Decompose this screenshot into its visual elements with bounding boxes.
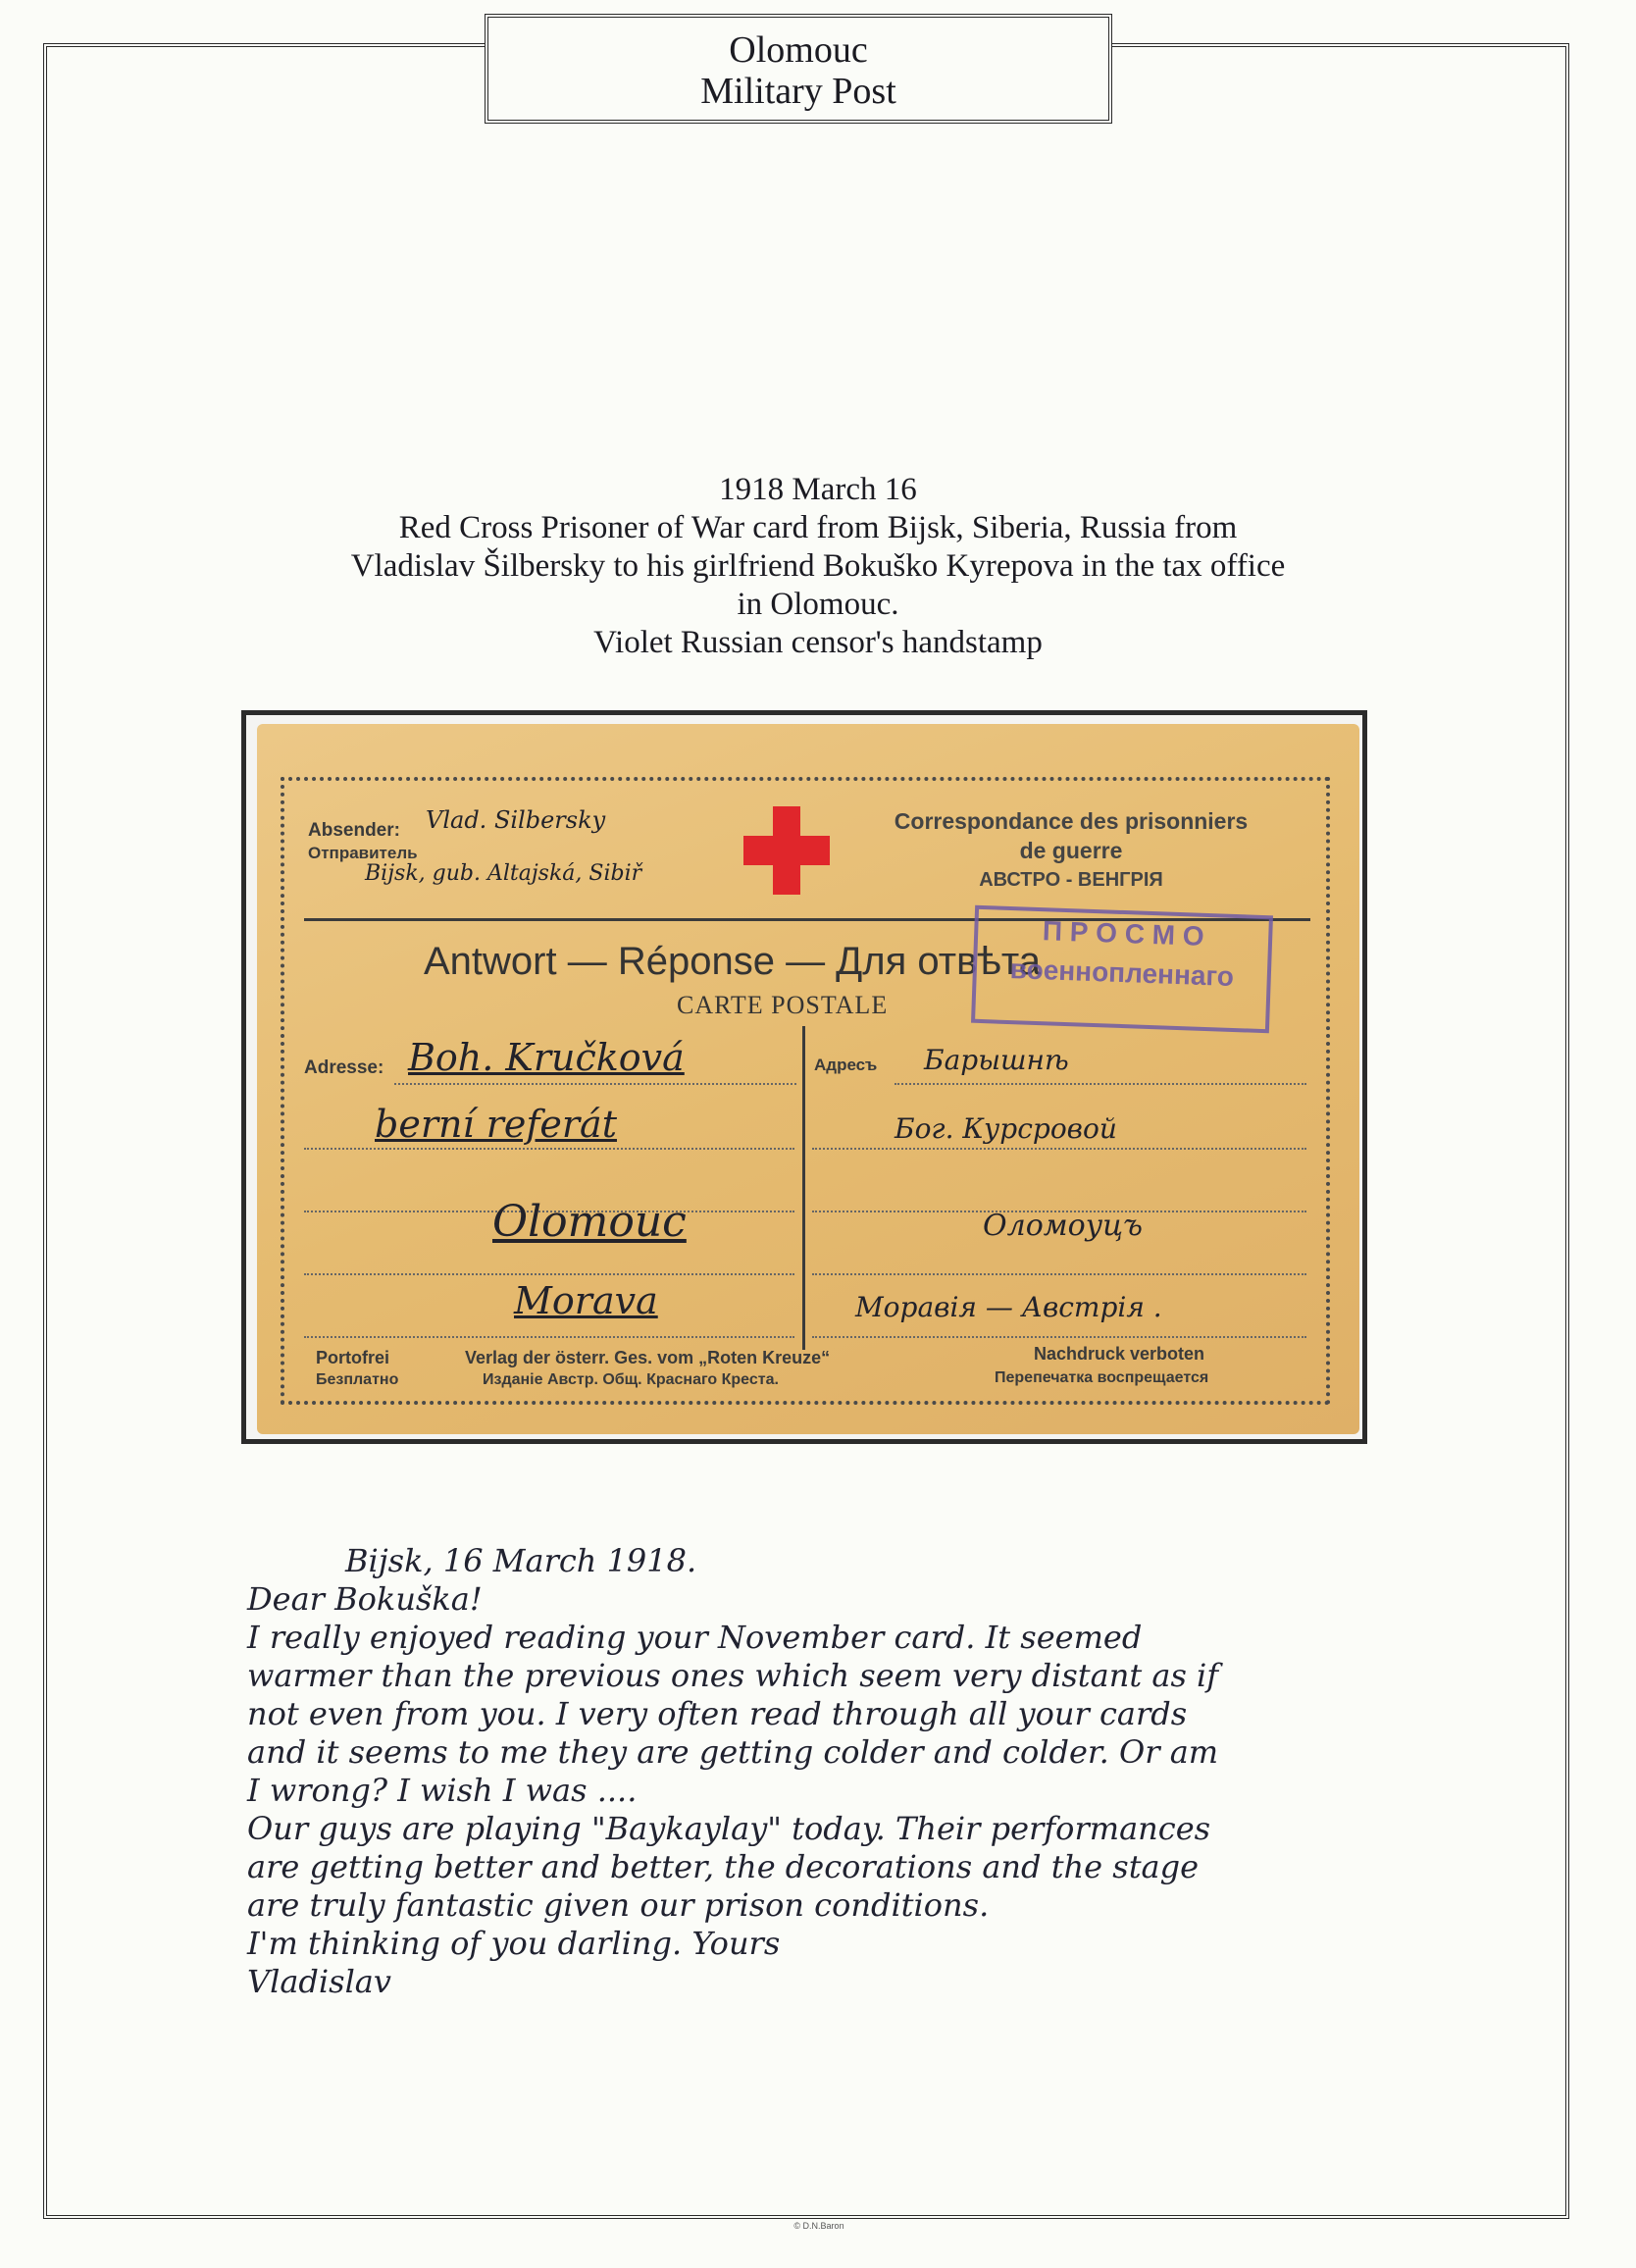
letter-line: I'm thinking of you darling. Yours — [247, 1925, 781, 1962]
letter-line: I wrong? I wish I was .... — [247, 1772, 638, 1809]
recipient-ru-name: Бог. Курсровой — [895, 1112, 1117, 1145]
censor-handstamp — [971, 905, 1273, 1034]
corr-line: АВСТРО - ВЕНГРІЯ — [979, 869, 1163, 891]
adresse-label: Adresse: — [304, 1057, 384, 1078]
red-cross-icon-bar — [743, 836, 830, 865]
portofrei-label: Portofrei — [316, 1348, 390, 1367]
copyright-note: © D.N.Baron — [793, 2221, 844, 2231]
letter-date: Bijsk, 16 March 1918. — [345, 1542, 697, 1579]
letter-line: and it seems to me they are getting colder and colder. Or am — [247, 1733, 1219, 1771]
caption-line: in Olomouc. — [737, 587, 899, 622]
page-subtitle: Military Post — [700, 71, 896, 112]
perepechatka-label: Перепечатка воспрещается — [995, 1369, 1209, 1386]
letter-line: Our guys are playing "Baykaylay" today. Their performances — [247, 1810, 1211, 1847]
recipient-region: Morava — [514, 1279, 658, 1322]
recipient-ru-title: Барышнѣ — [924, 1044, 1069, 1076]
izdanie-label: Изданіе Австр. Общ. Краснаго Креста. — [483, 1371, 779, 1388]
sender-address: Bijsk, gub. Altajská, Sibiř — [365, 861, 642, 886]
letter-line: Dear Bokuška! — [247, 1580, 483, 1618]
address-line — [304, 1273, 794, 1275]
antwort-heading: Antwort — Réponse — Для отвѣта — [424, 940, 1041, 983]
address-line — [394, 1083, 796, 1085]
caption-line: 1918 March 16 — [719, 472, 917, 507]
letter-transcription — [247, 1542, 1424, 2001]
page-title: Olomouc — [729, 29, 868, 71]
address-line — [304, 1336, 794, 1338]
recipient-name: Boh. Kručková — [408, 1036, 685, 1079]
caption-line: Red Cross Prisoner of War card from Bijsk, Siberia, Russia from — [398, 510, 1238, 545]
adres-ru-label: Адресъ — [814, 1056, 878, 1074]
absender-label: Absender: — [308, 820, 400, 841]
postcard — [257, 724, 1359, 1434]
letter-line: are getting better and better, the decorations and the stage — [247, 1848, 1200, 1885]
letter-line: warmer than the previous ones which seem very distant as if — [247, 1657, 1219, 1694]
recipient-ru-city: Оломоуцъ — [983, 1209, 1144, 1243]
caption-line: Violet Russian censor's handstamp — [593, 625, 1043, 660]
letter-signature: Vladislav — [247, 1963, 391, 2000]
recipient-city: Olomouc — [492, 1197, 687, 1247]
caption-line: Vladislav Šilbersky to his girlfriend Bokuško Kyrepova in the tax office — [350, 548, 1286, 584]
censor-line: П Р О С М О — [1042, 915, 1205, 952]
address-line — [895, 1083, 1306, 1085]
letter-line: are truly fantastic given our prison conditions. — [247, 1886, 990, 1924]
corr-line: de guerre — [1019, 838, 1123, 863]
address-divider — [802, 1026, 805, 1350]
recipient-dept: berní referát — [375, 1103, 617, 1146]
address-line — [812, 1336, 1306, 1338]
censor-line: военнопленнаго — [1009, 954, 1235, 992]
carte-postale: CARTE POSTALE — [677, 991, 889, 1019]
bezplatno-label: Безплатно — [316, 1371, 399, 1388]
sender-name: Vlad. Silbersky — [426, 806, 606, 834]
address-line — [812, 1273, 1306, 1275]
verlag-label: Verlag der österr. Ges. vom „Roten Kreuze“ — [465, 1348, 831, 1367]
absender-ru-label: Отправитель — [308, 844, 418, 862]
letter-line: I really enjoyed reading your November card. It seemed — [247, 1619, 1143, 1656]
address-line — [304, 1148, 794, 1150]
item-caption — [196, 471, 1440, 662]
recipient-ru-country: Моравія — Австрія . — [855, 1291, 1162, 1323]
letter-line: not even from you. I very often read through all your cards — [247, 1695, 1188, 1732]
corr-line: Correspondance des prisonniers — [894, 808, 1249, 834]
address-line — [812, 1148, 1306, 1150]
nachdruck-label: Nachdruck verboten — [1034, 1344, 1205, 1364]
correspondance-heading — [855, 806, 1287, 895]
page-title-box — [485, 14, 1112, 124]
